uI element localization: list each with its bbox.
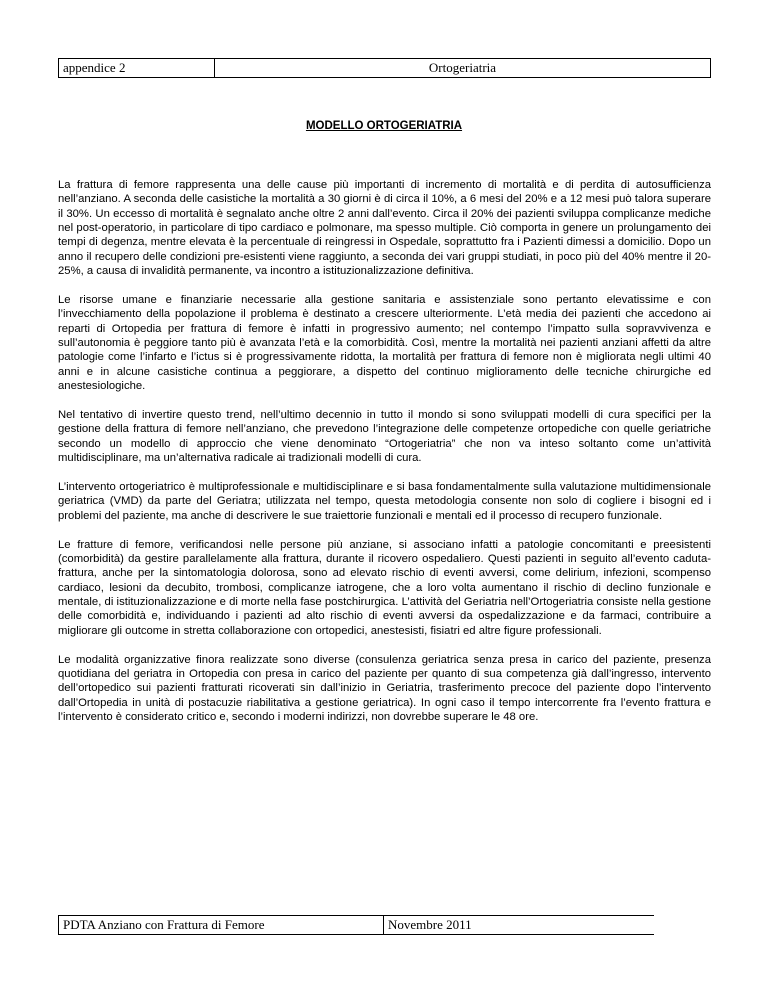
paragraph-6: Le modalità organizzative finora realizzate sono diverse (consulenza geriatrica senza presa in carico del paziente, presenza quotidiana del geriatra in Ortopedia con presa in carico del paziente per quanto di sua competenza già dall’ingresso, intervento dell’ortopedico sui pazienti fratturati ricoverati sin dall’inizio in Geriatria, trasferimento precoce del paziente dopo l’intervento dall’Ortopedia in unità di postacuzie riabilitativa a gestione geriatrica). In ogni caso il tempo intercorrente fra l’evento frattura e l’intervento è considerato critico e, secondo i moderni indirizzi, non dovrebbe superare le 48 ore. — [58, 653, 711, 723]
paragraph-5: Le fratture di femore, verificandosi nelle persone più anziane, si associano infatti a patologie concomitanti e preesistenti (comorbidità) da gestire parallelamente alla frattura, durante il ricovero ospedaliero. Questi pazienti in seguito all’evento caduta-frattura, anche per la sintomatologia dolorosa, sono ad elevato rischio di eventi avversi, come delirium, infezioni, scompenso cardiaco, lesioni da decubito, trombosi, complicanze iatrogene, che a loro volta aumentano il rischio di declino funzionale e mentale, di istituzionalizzazione e di morte nella fase postchirurgica. L’attività del Geriatria nell’Ortogeriatria consiste nella gestione delle comorbidità e, individuando i pazienti ad alto rischio di eventi avversi da ospedalizzazione e da farmaci, contribuire a migliorare gli outcome in stretta collaborazione con ortopedici, anestesisti, fisiatri ed altre figure professionali. — [58, 538, 711, 637]
footer-date: Novembre 2011 — [384, 916, 655, 935]
header-section-title: Ortogeriatria — [215, 59, 711, 78]
footer-row — [59, 916, 712, 935]
footer-document-name: PDTA Anziano con Frattura di Femore — [59, 916, 384, 935]
page-header — [58, 58, 711, 78]
paragraph-3: Nel tentativo di invertire questo trend, nell’ultimo decennio in tutto il mondo si sono sviluppati modelli di cura specifici per la gestione della frattura di femore nell’anziano, che prevedono l’integrazione delle competenze ortopediche con quelle geriatriche secondo un modello di approccio che viene denominato “Ortogeriatria” che non va inteso soltanto come un’attività multidisciplinare, ma un’alternativa radicale ai tradizionali modelli di cura. — [58, 409, 711, 465]
page-footer — [58, 915, 711, 935]
paragraph-1: La frattura di femore rappresenta una delle cause più importanti di incremento di mortalità e di perdita di autosufficienza nell’anziano. A seconda delle casistiche la mortalità a 30 giorni è di circa il 10%, a 6 mesi del 20% e a 12 mesi può talora superare il 30%. Un eccesso di mortalità è segnalato anche oltre 2 anni dall’evento. Circa il 20% dei pazienti sviluppa complicanze mediche nel post-operatorio, in particolare di tipo cardiaco e polmonare, ma spesso multiple. Ciò comporta in genere un prolungamento dei tempi di degenza, mentre elevata è la percentuale di reingressi in Ospedale, soprattutto fra i Pazienti dimessi a domicilio. Dopo un anno il recupero delle condizioni pre-esistenti viene raggiunto, a seconda dei vari gruppi studiati, in poco più del 40% mentre il 20-25%, a causa di invalidità permanente, va incontro a istituzionalizzazione definitiva. — [58, 179, 711, 278]
header-row — [59, 59, 711, 78]
document-title: MODELLO ORTOGERIATRIA — [305, 120, 463, 132]
paragraph-4: L’intervento ortogeriatrico è multiprofessionale e multidisciplinare e si basa fondamentalmente sulla valutazione multidimensionale geriatrica (VMD) da parte del Geriatra; utilizzata nel tempo, questa metodologia consente non solo di cogliere i bisogni ed i problemi del paziente, ma anche di descrivere le sue traiettorie funzionali e mentali ed il processo di recupero funzionale. — [58, 480, 711, 522]
footer-spacer — [654, 916, 711, 935]
paragraph-2: Le risorse umane e finanziarie necessarie alla gestione sanitaria e assistenziale sono pertanto elevatissime e con l’invecchiamento della popolazione il problema è destinato a crescere ulteriormente. L’età media dei pazienti che accedono ai reparti di Ortopedia per frattura di femore è infatti in progressivo aumento; nel contempo l’impatto sulla sopravvivenza e sull’autonomia è peggiore tanto più è avanzata l’età e la comorbidità. Così, mentre la mortalità nei pazienti anziani affetti da altre patologie come l’infarto e l’ictus si è progressivamente ridotta, la mortalità per frattura di femore non è migliorata negli ultimi 40 anni e in alcune casistiche continua a peggiorare, a dispetto del continuo miglioramento delle tecniche chirurgiche ed anestesiologiche. — [58, 294, 711, 393]
header-appendix-label: appendice 2 — [59, 59, 215, 78]
document-body — [58, 178, 711, 739]
